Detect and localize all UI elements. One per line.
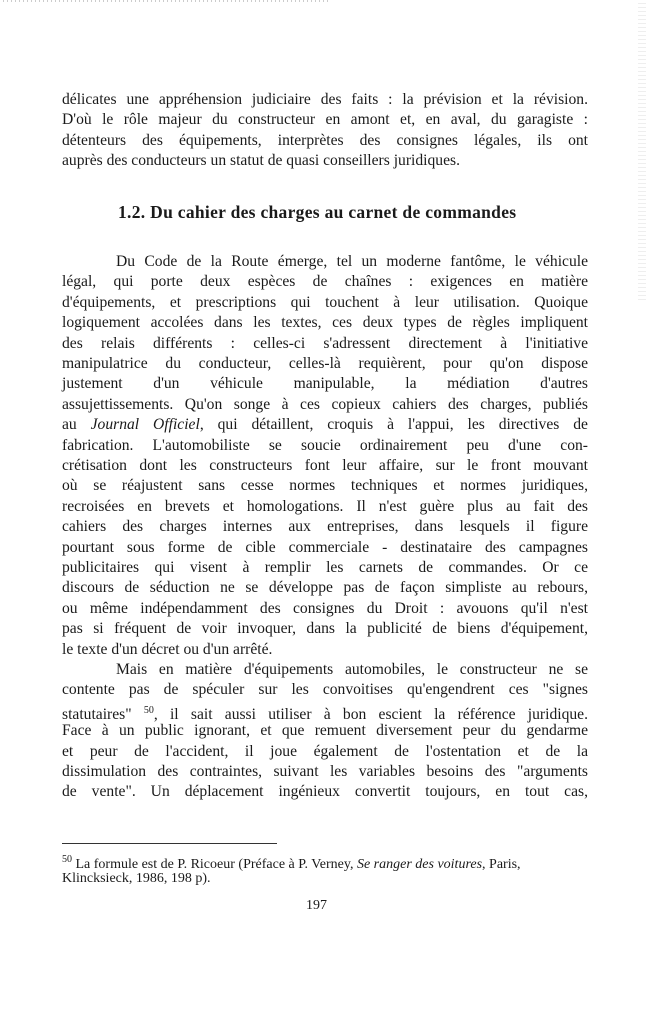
para2-line bbox=[62, 334, 588, 354]
text-segment: ou même indépendamment des consignes du Droit : avouons qu'il n'est bbox=[62, 599, 588, 617]
para3-line bbox=[62, 660, 588, 680]
para2-line bbox=[62, 252, 588, 272]
para2-line bbox=[62, 517, 588, 537]
para2-line bbox=[62, 374, 588, 394]
text-segment: , Paris, bbox=[482, 857, 521, 872]
para3-line bbox=[62, 782, 588, 802]
para2-line bbox=[62, 415, 588, 435]
text-segment: détenteurs des équipements, interprètes des consignes légales, ils ont bbox=[62, 131, 588, 149]
para2-line bbox=[62, 578, 588, 598]
text-segment: et peur de l'accident, il joue également de l'ostentation et de la bbox=[62, 742, 588, 760]
text-segment: recroisées en brevets et homologations. Il n'est guère plus au fait des bbox=[62, 497, 588, 515]
text-segment: statutaires" bbox=[62, 705, 144, 723]
text-segment: La formule est de P. Ricoeur (Préface à P. Verney, bbox=[72, 857, 357, 872]
footnote-ref: 50 bbox=[62, 854, 72, 865]
para2-line bbox=[62, 497, 588, 517]
text-segment: Du Code de la Route émerge, tel un moderne fantôme, le véhicule bbox=[116, 253, 588, 270]
footnote-rule bbox=[62, 843, 277, 844]
para2-line bbox=[62, 313, 588, 333]
text-segment: , qui détaillent, croquis à l'appui, les directives de bbox=[199, 416, 588, 434]
text-segment: dissimulation des contraintes, suivant les variables besoins des "arguments bbox=[62, 763, 588, 780]
text-segment: pas si fréquent de voir invoquer, dans la publicité de biens d'équipement, bbox=[62, 620, 588, 638]
para1-line bbox=[62, 151, 588, 171]
para2-line bbox=[62, 599, 588, 619]
text-segment: manipulatrice du conducteur, celles-là requièrent, pour qu'on dispose bbox=[62, 355, 588, 372]
para2-line bbox=[62, 640, 588, 660]
text-segment: Face à un public ignorant, et que remuent diversement peur du gendarme bbox=[62, 722, 588, 740]
para2-line bbox=[62, 354, 588, 374]
para2-line bbox=[62, 558, 588, 578]
para2-line bbox=[62, 293, 588, 313]
text-segment: Mais en matière d'équipements automobiles, le constructeur ne se bbox=[116, 661, 588, 678]
text-segment: D'où le rôle majeur du constructeur en amont et, en aval, du garagiste : bbox=[62, 111, 588, 129]
para1-line bbox=[62, 90, 588, 110]
text-segment: où se réajustent sans cesse normes techniques et normes juridiques, bbox=[62, 477, 588, 495]
italic-text: Journal Officiel bbox=[90, 416, 200, 434]
text-segment: le texte d'un décret ou d'un arrêté. bbox=[62, 640, 273, 658]
para3-line bbox=[62, 680, 588, 700]
para2-line bbox=[62, 476, 588, 496]
text-segment: délicates une appréhension judiciaire des faits : la prévision et la révision. bbox=[62, 91, 588, 108]
para1-line bbox=[62, 131, 588, 151]
para2-line bbox=[62, 395, 588, 415]
text-segment: fabrication. L'automobiliste se soucie ordinairement peu d'une con- bbox=[62, 436, 588, 454]
text-segment: crétisation dont les constructeurs font leur affaire, sur le front mouvant bbox=[62, 457, 588, 474]
text-segment: , il sait aussi utiliser à bon escient la référence juridique. bbox=[153, 705, 588, 723]
footnote-line bbox=[62, 870, 211, 888]
para2-line bbox=[62, 619, 588, 639]
text-segment: discours de séduction ne se développe pas de façon simpliste au rebours, bbox=[62, 579, 588, 597]
text-segment: Klincksieck, 1986, 198 p). bbox=[62, 871, 211, 886]
text-segment: contente pas de spéculer sur les convoitises qu'engendrent ces "signes bbox=[62, 681, 588, 699]
text-segment: publicitaires qui visent à remplir les carnets de commandes. Or ce bbox=[62, 559, 588, 576]
para2-line bbox=[62, 456, 588, 476]
text-segment: justement d'un véhicule manipulable, la médiation d'autres bbox=[62, 375, 588, 393]
scan-edge-noise-top bbox=[0, 0, 330, 2]
italic-text: Se ranger des voitures bbox=[356, 857, 483, 872]
text-segment: de vente". Un déplacement ingénieux convertit toujours, en tout cas, bbox=[62, 783, 588, 801]
para1-line bbox=[62, 110, 588, 130]
para3-line bbox=[62, 762, 588, 782]
footnote-ref: 50 bbox=[143, 704, 154, 716]
section-heading: 1.2. Du cahier des charges au carnet de commandes bbox=[118, 202, 517, 222]
para3-line bbox=[62, 742, 588, 762]
text-segment: des relais différents : celles-ci s'adressent directement à l'initiative bbox=[62, 334, 588, 352]
text-segment: cahiers des charges internes aux entreprises, dans lesquels il figure bbox=[62, 518, 588, 536]
text-segment: pourtant sous forme de cible commerciale - destinataire des campagnes bbox=[62, 538, 588, 556]
text-segment: légal, qui porte deux espèces de chaînes : exigences en matière bbox=[62, 273, 588, 291]
text-segment: d'équipements, et prescriptions qui touchent à leur utilisation. Quoique bbox=[62, 293, 588, 311]
text-segment: au bbox=[62, 416, 91, 434]
scan-edge-noise bbox=[638, 0, 646, 300]
para2-line bbox=[62, 272, 588, 292]
para2-line bbox=[62, 436, 588, 456]
para3-line bbox=[62, 721, 588, 741]
page-number: 197 bbox=[306, 898, 327, 913]
text-segment: auprès des conducteurs un statut de quasi conseillers juridiques. bbox=[62, 152, 460, 170]
text-segment: assujettissements. Qu'on songe à ces copieux cahiers des charges, publiés bbox=[62, 395, 588, 413]
para2-line bbox=[62, 538, 588, 558]
text-segment: logiquement accolées dans les textes, ces deux types de règles impliquent bbox=[62, 314, 588, 332]
